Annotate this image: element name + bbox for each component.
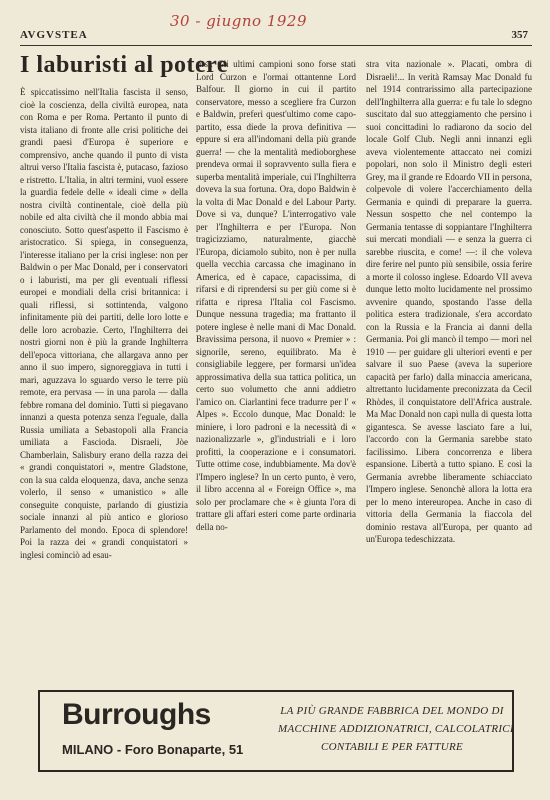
article-title: I laburisti al potere bbox=[20, 52, 229, 78]
ad-brand-name: Burroughs bbox=[62, 698, 211, 731]
header-rule bbox=[20, 45, 532, 46]
ad-tagline-line: LA PIÙ GRANDE FABBRICA DEL MONDO DI bbox=[280, 705, 504, 717]
ad-tagline bbox=[278, 702, 514, 756]
article-column-3: stra vita nazionale ». Placati, ombra di Disraeli!... In verità Ramsay Mac Donald fu nel 1914 contrarissimo alla partecipazione dell'Inghilterra alla guerra: e fu tale lo sdegno suscitato dal suo atteggiamento che persino i suoi concittadini lo radiarono da socio del locale Golf Club. Negli anni innanzi egli aveva violentemente attaccato nei comizi popolari, non solo il Ministro degli esteri Grey, ma il grande re Edoardo VII in persona, colpevole di volere l'accerchiamento della Germania e quindi di preparare la guerra. Nessun sospetto che nel contempo la Germania tentasse di soppiantare l'Inghilterra sui mercati mondiali — e senza la guerra ci sarebbe riuscita, e come! —: il che voleva dire ferire nel punto più sensibile, ossia ferire a morte il colosso inglese. Edoardo VII aveva dunque letto molto lucidamente nel prossimo avvenire quando, spostando l'asse della politica estera tradizionale, s'era accordato con la Russia e la Francia ai danni della Germania. Poi gli mancò il tempo — morì nel 1910 — per guidare gli ulteriori eventi e per salvare il suo Paese (aveva la superiore capacità per farlo) dalla minaccia americana, altrettanto lucidamente preconizzata da Cecil Rhòdes, il conquistatore dell'Africa australe. Ma Mac Donald non capì nulla di questa lotta gigantesca. Se avesse lasciato fare a lui, l'accordo con la Germania sarebbe stato facilissimo. Libera concorrenza e libera espansione. Libertà a tutto spiano. E così la Germania avrebbe liberamente schiacciato l'Impero inglese. Senonchè allora la lotta era per lo meno intereuropea. Anche in caso di vittoria della Germania la fiaccola del dominio restava all'Europa, per quanto ad un'Europa tedeschizzata. bbox=[366, 59, 532, 544]
burroughs-advertisement bbox=[38, 690, 514, 772]
ad-tagline-line: MACCHINE ADDIZIONATRICI, CALCOLATRICI bbox=[278, 723, 514, 735]
ad-address: MILANO - Foro Bonaparte, 51 bbox=[62, 742, 244, 757]
page-number: 357 bbox=[511, 29, 528, 41]
article-column-2: rirsi. Gli ultimi campioni sono forse stati Lord Curzon e l'ormai ottantenne Lord Balfour. Il giorno in cui il partito conservatore, messo a scegliere fra Curzon e Baldwin, preferì quest'ultimo come capo-partito, essa diede la prova definitiva — eppure si era all'indomani della più grande guerra! — che la mentalità medioborghese prendeva ormai il sopravvento sulla fiera e superba mentalità imperiale, cui l'Inghilterra doveva la sua fortuna. Ora, dopo Baldwin è la volta di Mac Donald e del Labour Party. Dove si va, dunque? L'interrogativo vale per l'Inghilterra e per l'Europa. Non tragicizziamo, naturalmente, giacchè l'Europa, diciamolo subito, non è per nulla quella vecchia carcassa che imaginano in America, ed è capace, capacissima, di rifarsi e di riprendersi su per giù come si è rifatta e ripresa l'Italia col Fascismo. Dunque nessuna tragedia; ma frattanto il potere inglese è nelle mani di Mac Donald. Bravissima persona, il nuovo « Premier » : signorile, sereno, equilibrato. Ma è consigliabile leggere, per formarsi un'idea approssimativa della sua tattica politica, un certo suo volumetto che anni addietro l'amico on. Ciarlantini fece tradurre per l' « Alpes ». Eccolo dunque, Mac Donald: le miniere, i loro padroni e la necessità di « nazionalizzarle », gl'industriali e i loro profitti, la cooperazione e i consumatori. Tutte ottime cose, indubbiamente. Ma dov'è l'Impero inglese? In un certo punto, è vero, il libro accenna al « Foreign Office », ma solo per proclamare che « è giunta l'ora di trattare gli affari esteri come parte ordinaria della no- bbox=[196, 59, 356, 532]
running-title: AVGVSTEA bbox=[20, 29, 88, 41]
ad-tagline-line: CONTABILI E PER FATTURE bbox=[320, 741, 464, 753]
article-column-1: È spiccatissimo nell'Italia fascista il senso, cioè la coscienza, della civiltà europea, nata con Roma e per Roma. Pertanto il punto di vista italiano di fronte alle crisi politiche dei grandi paesi d'Europa è superiore e comprensivo, anche quando il punto di vista altrui verso l'Italia fascista è, putacaso, fazioso e ristretto. L'Italia, in altri termini, vuol essere la guardia fedele delle « ideali cime » della nostra civiltà continentale, cioè della più nobile ed alta civiltà che il mondo abbia mai conosciuto. Sotto quest'aspetto il Fascismo è aristocratico. Si spiega, in conseguenza, l'interesse italiano per la crisi inglese: non per Baldwin o per Mac Donald, per i conservatori o i laburisti, ma per gli eventuali riflessi europei e mondiali della crisi britannica: i quali riflessi, si sottintenda, valgono infinitamente più dei partiti, delle loro lotte e delle loro acrobazie. Certo, l'Inghilterra dei nostri giorni non è più la grande Inghilterra dell'epoca vittoriana, che allargava anno per anno il suo impero, signoreggiava in tutti i mari, aguzzava lo sguardo verso le terre più remote, era pervasa — in una parola — dalla febbre romana del dominio. Tutti si piegavano innanzi a questa potenza senza l'eguale, dalla Russia umiliata a Sebastopoli alla Francia umiliata a Fascioda. Disraeli, Jòe Chamberlain, Salisbury erano della razza dei « grandi conquistatori », mentre Gladstone, con la sua calda eloquenza, dava, anche senza volerlo, il senso « umanistico » alle conseguite conquiste, parlando di giustizia sociale innanzi al più antico e glorioso Parlamento del mondo. Epoca di splendore! Poi la razza dei « grandi conquistatori » inglesi cominciò ad esau- bbox=[20, 87, 188, 560]
handwritten-date-annotation: 30 - giugno 1929 bbox=[170, 12, 307, 30]
